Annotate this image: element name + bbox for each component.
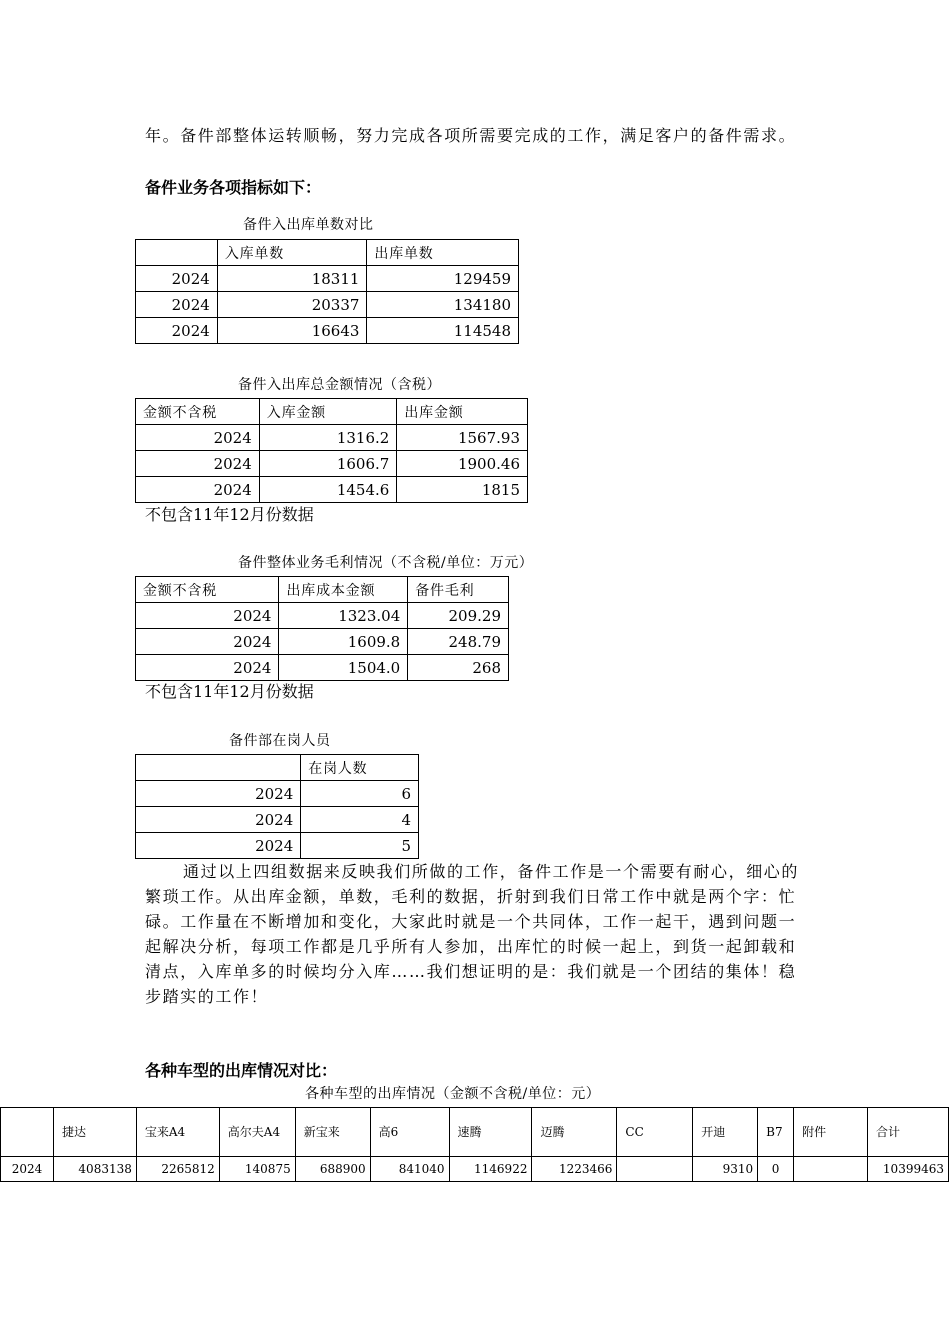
table3-caption: 备件整体业务毛利情况（不含税/单位：万元）	[238, 555, 534, 571]
table-cell: 9310	[693, 1157, 758, 1182]
table-cell: 6	[301, 781, 419, 807]
table-row	[1, 1157, 949, 1182]
table-cell: 1900.46	[397, 451, 528, 477]
table-cell: 20337	[217, 292, 367, 318]
table-cell: 2024	[136, 807, 301, 833]
table-cell: 1815	[397, 477, 528, 503]
table-cell: 268	[408, 655, 509, 681]
table-row	[136, 603, 509, 629]
inout-order-count-table	[135, 239, 519, 344]
table-cell: 2024	[136, 266, 218, 292]
table-header-cell: 金额不含税	[136, 577, 279, 603]
table-row	[136, 655, 509, 681]
table-header-row	[136, 240, 519, 266]
table-cell: 2024	[136, 629, 279, 655]
table-header-row	[1, 1108, 949, 1157]
table-cell: 1606.7	[259, 451, 397, 477]
table-cell: 1609.8	[279, 629, 408, 655]
table-cell: 1504.0	[279, 655, 408, 681]
table-row	[136, 318, 519, 344]
table-cell: 140875	[219, 1157, 295, 1182]
table-header-cell	[136, 240, 218, 266]
table-header-cell: 出库金额	[397, 399, 528, 425]
table-header-cell: 速腾	[449, 1108, 532, 1157]
table-header-row	[136, 577, 509, 603]
table-row	[136, 807, 419, 833]
table-header-cell: 新宝来	[295, 1108, 370, 1157]
table-header-row	[136, 755, 419, 781]
section1-heading: 备件业务各项指标如下：	[145, 178, 322, 197]
table-row	[136, 477, 528, 503]
table-header-cell	[1, 1108, 54, 1157]
table-header-cell: 高6	[370, 1108, 449, 1157]
table-header-cell	[136, 755, 301, 781]
table-row	[136, 781, 419, 807]
gross-profit-table	[135, 576, 509, 681]
table-cell: 2265812	[136, 1157, 219, 1182]
table-header-cell: B7	[758, 1108, 794, 1157]
table-cell: 2024	[136, 603, 279, 629]
table-header-row	[136, 399, 528, 425]
table-row	[136, 266, 519, 292]
table-cell: 1454.6	[259, 477, 397, 503]
table5-caption: 各种车型的出库情况（金额不含税/单位：元）	[305, 1086, 601, 1102]
table-cell: 129459	[367, 266, 519, 292]
table-row	[136, 425, 528, 451]
table-cell: 209.29	[408, 603, 509, 629]
table-header-cell: CC	[617, 1108, 693, 1157]
inout-amount-table	[135, 398, 528, 503]
table-header-cell: 出库单数	[367, 240, 519, 266]
table-header-cell: 迈腾	[532, 1108, 617, 1157]
table-cell: 1146922	[449, 1157, 532, 1182]
table-cell: 2024	[136, 292, 218, 318]
vehicle-model-shipment-table	[0, 1107, 949, 1182]
table-row	[136, 451, 528, 477]
table-header-cell: 金额不含税	[136, 399, 260, 425]
table-cell: 114548	[367, 318, 519, 344]
table-cell: 5	[301, 833, 419, 859]
table-header-cell: 合计	[867, 1108, 948, 1157]
table-cell: 4	[301, 807, 419, 833]
table-cell: 2024	[136, 833, 301, 859]
table-cell: 0	[758, 1157, 794, 1182]
table-row	[136, 833, 419, 859]
table-cell: 1567.93	[397, 425, 528, 451]
table-header-cell: 高尔夫A4	[219, 1108, 295, 1157]
table-cell: 841040	[370, 1157, 449, 1182]
table-row	[136, 292, 519, 318]
table-header-cell: 开迪	[693, 1108, 758, 1157]
table-header-cell: 附件	[794, 1108, 868, 1157]
table2-caption: 备件入出库总金额情况（含税）	[238, 377, 441, 393]
table-cell: 2024	[136, 781, 301, 807]
table-cell: 10399463	[867, 1157, 948, 1182]
table-cell: 2024	[136, 451, 260, 477]
table-cell: 134180	[367, 292, 519, 318]
summary-paragraph: 通过以上四组数据来反映我们所做的工作，备件工作是一个需要有耐心，细心的繁琐工作。从出库金额，单数，毛利的数据，折射到我们日常工作中就是两个字：忙碌。工作量在不断增加和变化，大家此时就是一个共同体，工作一起干，遇到问题一起解决分析，每项工作都是几乎所有人参加，出库忙的时候一起上，到货一起卸载和清点，入库单多的时候均分入库……我们想证明的是：我们就是一个团结的集体！稳步踏实的工作！	[145, 862, 800, 1006]
table-cell: 1223466	[532, 1157, 617, 1182]
table-cell: 2024	[136, 318, 218, 344]
table-cell: 18311	[217, 266, 367, 292]
table-cell: 2024	[136, 425, 260, 451]
table-header-cell: 入库金额	[259, 399, 397, 425]
table-header-cell: 捷达	[53, 1108, 136, 1157]
table-cell: 248.79	[408, 629, 509, 655]
table-header-cell: 备件毛利	[408, 577, 509, 603]
staff-count-table	[135, 754, 419, 859]
table-cell	[617, 1157, 693, 1182]
intro-paragraph: 年。备件部整体运转顺畅，努力完成各项所需要完成的工作，满足客户的备件需求。	[145, 126, 797, 145]
table-header-cell: 宝来A4	[136, 1108, 219, 1157]
table-cell: 2024	[136, 655, 279, 681]
table-cell: 688900	[295, 1157, 370, 1182]
section2-heading: 各种车型的出库情况对比：	[145, 1061, 338, 1080]
table-cell: 4083138	[53, 1157, 136, 1182]
table3-note: 不包含11年12月份数据	[145, 682, 314, 701]
table-cell: 2024	[136, 477, 260, 503]
table-cell: 16643	[217, 318, 367, 344]
table-header-cell: 在岗人数	[301, 755, 419, 781]
table-cell: 2024	[1, 1157, 54, 1182]
table1-caption: 备件入出库单数对比	[243, 217, 374, 233]
table-cell	[794, 1157, 868, 1182]
table4-caption: 备件部在岗人员	[229, 733, 331, 749]
table-cell: 1316.2	[259, 425, 397, 451]
table-row	[136, 629, 509, 655]
table-cell: 1323.04	[279, 603, 408, 629]
table-header-cell: 出库成本金额	[279, 577, 408, 603]
table-header-cell: 入库单数	[217, 240, 367, 266]
table2-note: 不包含11年12月份数据	[145, 505, 314, 524]
